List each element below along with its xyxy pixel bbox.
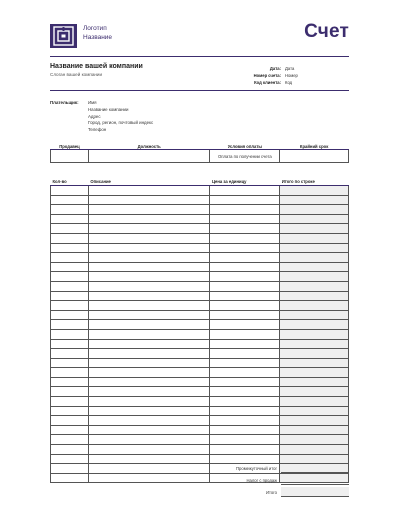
- cell-due-date[interactable]: [280, 150, 349, 163]
- cell-unit-price[interactable]: [210, 445, 280, 455]
- cell-unit-price[interactable]: [210, 320, 280, 330]
- cell-line-total[interactable]: [280, 186, 349, 196]
- payer-name: Имя: [88, 100, 97, 105]
- cell-line-total[interactable]: [280, 377, 349, 387]
- cell-line-total[interactable]: [280, 368, 349, 378]
- cell-line-total[interactable]: [280, 224, 349, 234]
- cell-quantity[interactable]: [51, 262, 89, 272]
- meta-value: Номер: [285, 73, 298, 78]
- table-row: [51, 214, 349, 224]
- table-row: [51, 320, 349, 330]
- table-row: [51, 416, 349, 426]
- tax-row: [205, 474, 349, 486]
- cell-line-total[interactable]: [280, 397, 349, 407]
- cell-quantity[interactable]: [51, 205, 89, 215]
- cell-quantity[interactable]: [51, 186, 89, 196]
- cell-quantity[interactable]: [51, 253, 89, 263]
- table-row: [51, 349, 349, 359]
- table-row: [51, 253, 349, 263]
- cell-quantity[interactable]: [51, 358, 89, 368]
- cell-quantity[interactable]: [51, 195, 89, 205]
- meta-row-date: [233, 65, 298, 72]
- table-row: [51, 425, 349, 435]
- cell-quantity[interactable]: [51, 397, 89, 407]
- cell-line-total[interactable]: [280, 339, 349, 349]
- table-row: [51, 358, 349, 368]
- cell-line-total[interactable]: [280, 435, 349, 445]
- cell-unit-price[interactable]: [210, 301, 280, 311]
- meta-value: Код: [285, 80, 293, 85]
- cell-quantity[interactable]: [51, 224, 89, 234]
- table-row: [51, 387, 349, 397]
- table-row: [51, 224, 349, 234]
- cell-description[interactable]: [88, 406, 210, 416]
- items-table: [50, 177, 349, 483]
- cell-unit-price[interactable]: [210, 262, 280, 272]
- cell-description[interactable]: [88, 291, 210, 301]
- cell-description[interactable]: [88, 272, 210, 282]
- cell-quantity[interactable]: [51, 445, 89, 455]
- meta-label: Код клиента:: [254, 80, 281, 85]
- cell-description[interactable]: [88, 262, 210, 272]
- table-row: [51, 445, 349, 455]
- tax-label: Налог с продаж: [246, 477, 277, 483]
- table-row: [51, 329, 349, 339]
- table-row: [51, 368, 349, 378]
- cell-description[interactable]: [88, 445, 210, 455]
- logo-line-1: Логотип: [83, 25, 107, 32]
- table-row: [51, 195, 349, 205]
- subtotal-label: Промежуточный итог: [236, 465, 277, 471]
- cell-line-total[interactable]: [280, 406, 349, 416]
- table-row: [51, 272, 349, 282]
- cell-unit-price[interactable]: [210, 339, 280, 349]
- cell-line-total[interactable]: [280, 445, 349, 455]
- cell-line-total[interactable]: [280, 329, 349, 339]
- cell-line-total[interactable]: [280, 214, 349, 224]
- document-title: Счет: [304, 21, 349, 42]
- cell-description[interactable]: [88, 214, 210, 224]
- col-payment-terms: Условия оплаты: [210, 143, 280, 150]
- cell-unit-price[interactable]: [210, 358, 280, 368]
- meta-row-client: [233, 79, 298, 86]
- meta-value: Дата: [285, 66, 295, 71]
- cell-quantity[interactable]: [51, 243, 89, 253]
- cell-unit-price[interactable]: [210, 195, 280, 205]
- cell-payment-terms[interactable]: Оплата по получении счета: [210, 150, 280, 163]
- cell-description[interactable]: [88, 233, 210, 243]
- col-description: Описание: [88, 177, 210, 186]
- tax-field[interactable]: [281, 475, 349, 485]
- cell-unit-price[interactable]: [210, 233, 280, 243]
- cell-unit-price[interactable]: [210, 377, 280, 387]
- cell-description[interactable]: [88, 358, 210, 368]
- company-slogan: Слоган вашей компании: [50, 72, 103, 77]
- col-unit-price: Цена за единицу: [210, 177, 280, 186]
- cell-description[interactable]: [88, 387, 210, 397]
- cell-line-total[interactable]: [280, 205, 349, 215]
- cell-quantity[interactable]: [51, 425, 89, 435]
- table-row: [51, 435, 349, 445]
- cell-unit-price[interactable]: [210, 368, 280, 378]
- invoice-meta: [233, 65, 298, 86]
- cell-line-total[interactable]: [280, 416, 349, 426]
- cell-quantity[interactable]: [51, 214, 89, 224]
- table-row: [51, 377, 349, 387]
- cell-unit-price[interactable]: [210, 214, 280, 224]
- cell-description[interactable]: [88, 454, 210, 464]
- cell-unit-price[interactable]: [210, 329, 280, 339]
- cell-quantity[interactable]: [51, 368, 89, 378]
- cell-quantity[interactable]: [51, 301, 89, 311]
- cell-unit-price[interactable]: [210, 406, 280, 416]
- total-field[interactable]: [281, 487, 349, 497]
- cell-unit-price[interactable]: [210, 205, 280, 215]
- col-position: Должность: [88, 143, 210, 150]
- cell-description[interactable]: [88, 339, 210, 349]
- cell-line-total[interactable]: [280, 291, 349, 301]
- col-due-date: Крайний срок: [280, 143, 349, 150]
- subtotal-field[interactable]: [281, 463, 349, 473]
- cell-quantity[interactable]: [51, 416, 89, 426]
- col-line-total: Итого по строке: [280, 177, 349, 186]
- cell-unit-price[interactable]: [210, 349, 280, 359]
- cell-quantity[interactable]: [51, 387, 89, 397]
- cell-quantity[interactable]: [51, 435, 89, 445]
- cell-unit-price[interactable]: [210, 435, 280, 445]
- payer-block: [50, 100, 153, 134]
- cell-salesperson[interactable]: [51, 150, 89, 163]
- logo-text: [83, 25, 112, 42]
- cell-description[interactable]: [88, 473, 210, 483]
- cell-description[interactable]: [88, 435, 210, 445]
- cell-description[interactable]: [88, 397, 210, 407]
- cell-line-total[interactable]: [280, 425, 349, 435]
- cell-description[interactable]: [88, 368, 210, 378]
- cell-line-total[interactable]: [280, 320, 349, 330]
- sales-table: [50, 143, 349, 163]
- payer-address: Адрес: [88, 113, 101, 119]
- cell-unit-price[interactable]: [210, 397, 280, 407]
- cell-line-total[interactable]: [280, 349, 349, 359]
- cell-description[interactable]: [88, 329, 210, 339]
- cell-quantity[interactable]: [51, 281, 89, 291]
- cell-quantity[interactable]: [51, 454, 89, 464]
- cell-quantity[interactable]: [51, 310, 89, 320]
- cell-description[interactable]: [88, 377, 210, 387]
- table-row: [51, 291, 349, 301]
- cell-description[interactable]: [88, 464, 210, 474]
- col-quantity: Кол-во: [51, 177, 89, 186]
- cell-quantity[interactable]: [51, 329, 89, 339]
- table-row: [51, 243, 349, 253]
- cell-unit-price[interactable]: [210, 310, 280, 320]
- cell-description[interactable]: [88, 186, 210, 196]
- cell-line-total[interactable]: [280, 195, 349, 205]
- logo-line-2: Название: [83, 33, 113, 41]
- table-row: [51, 339, 349, 349]
- payer-company: Название компании: [88, 106, 129, 112]
- table-row: [51, 406, 349, 416]
- cell-line-total[interactable]: [280, 243, 349, 253]
- cell-unit-price[interactable]: [210, 272, 280, 282]
- cell-line-total[interactable]: [280, 281, 349, 291]
- items-table-body: [51, 186, 349, 483]
- cell-position[interactable]: [88, 150, 210, 163]
- cell-quantity[interactable]: [51, 377, 89, 387]
- cell-line-total[interactable]: [280, 387, 349, 397]
- cell-quantity[interactable]: [51, 473, 89, 483]
- cell-quantity[interactable]: [51, 320, 89, 330]
- meta-divider: [50, 90, 349, 91]
- meta-label: Номер счета:: [253, 73, 281, 78]
- logo-icon: [50, 24, 77, 48]
- cell-description[interactable]: [88, 416, 210, 426]
- payer-label: Плательщик:: [50, 100, 79, 105]
- meta-row-number: [233, 72, 298, 79]
- cell-quantity[interactable]: [51, 233, 89, 243]
- cell-description[interactable]: [88, 205, 210, 215]
- meta-label: Дата:: [269, 66, 281, 71]
- cell-quantity[interactable]: [51, 349, 89, 359]
- table-row: [51, 310, 349, 320]
- cell-quantity[interactable]: [51, 339, 89, 349]
- cell-unit-price[interactable]: [210, 281, 280, 291]
- table-row: [51, 301, 349, 311]
- cell-quantity[interactable]: [51, 291, 89, 301]
- table-row: [51, 150, 349, 163]
- cell-description[interactable]: [88, 243, 210, 253]
- cell-unit-price[interactable]: [210, 253, 280, 263]
- cell-unit-price[interactable]: [210, 243, 280, 253]
- cell-quantity[interactable]: [51, 406, 89, 416]
- table-row: [51, 281, 349, 291]
- table-row: [51, 233, 349, 243]
- cell-description[interactable]: [88, 310, 210, 320]
- cell-line-total[interactable]: [280, 253, 349, 263]
- header-divider: [50, 56, 349, 57]
- col-salesperson: Продавец: [51, 143, 89, 150]
- cell-description[interactable]: [88, 349, 210, 359]
- cell-line-total[interactable]: [280, 262, 349, 272]
- subtotal-row: [205, 462, 349, 474]
- totals-block: [205, 462, 349, 498]
- table-row: [51, 262, 349, 272]
- payer-city: Город, регион, почтовый индекс: [88, 120, 154, 126]
- total-label: Итого: [266, 489, 277, 495]
- cell-unit-price[interactable]: [210, 425, 280, 435]
- table-row: [51, 186, 349, 196]
- company-name: Название вашей компании: [50, 63, 143, 70]
- cell-unit-price[interactable]: [210, 416, 280, 426]
- table-row: [51, 205, 349, 215]
- cell-description[interactable]: [88, 253, 210, 263]
- cell-quantity[interactable]: [51, 272, 89, 282]
- cell-description[interactable]: [88, 281, 210, 291]
- cell-unit-price[interactable]: [210, 291, 280, 301]
- cell-unit-price[interactable]: [210, 186, 280, 196]
- cell-line-total[interactable]: [280, 233, 349, 243]
- cell-unit-price[interactable]: [210, 224, 280, 234]
- cell-unit-price[interactable]: [210, 387, 280, 397]
- cell-line-total[interactable]: [280, 301, 349, 311]
- cell-quantity[interactable]: [51, 464, 89, 474]
- cell-description[interactable]: [88, 195, 210, 205]
- cell-line-total[interactable]: [280, 272, 349, 282]
- table-row: [51, 397, 349, 407]
- cell-line-total[interactable]: [280, 358, 349, 368]
- cell-description[interactable]: [88, 301, 210, 311]
- total-row: [205, 486, 349, 498]
- cell-description[interactable]: [88, 224, 210, 234]
- cell-description[interactable]: [88, 425, 210, 435]
- cell-line-total[interactable]: [280, 310, 349, 320]
- payer-phone: Телефон: [88, 127, 107, 133]
- cell-description[interactable]: [88, 320, 210, 330]
